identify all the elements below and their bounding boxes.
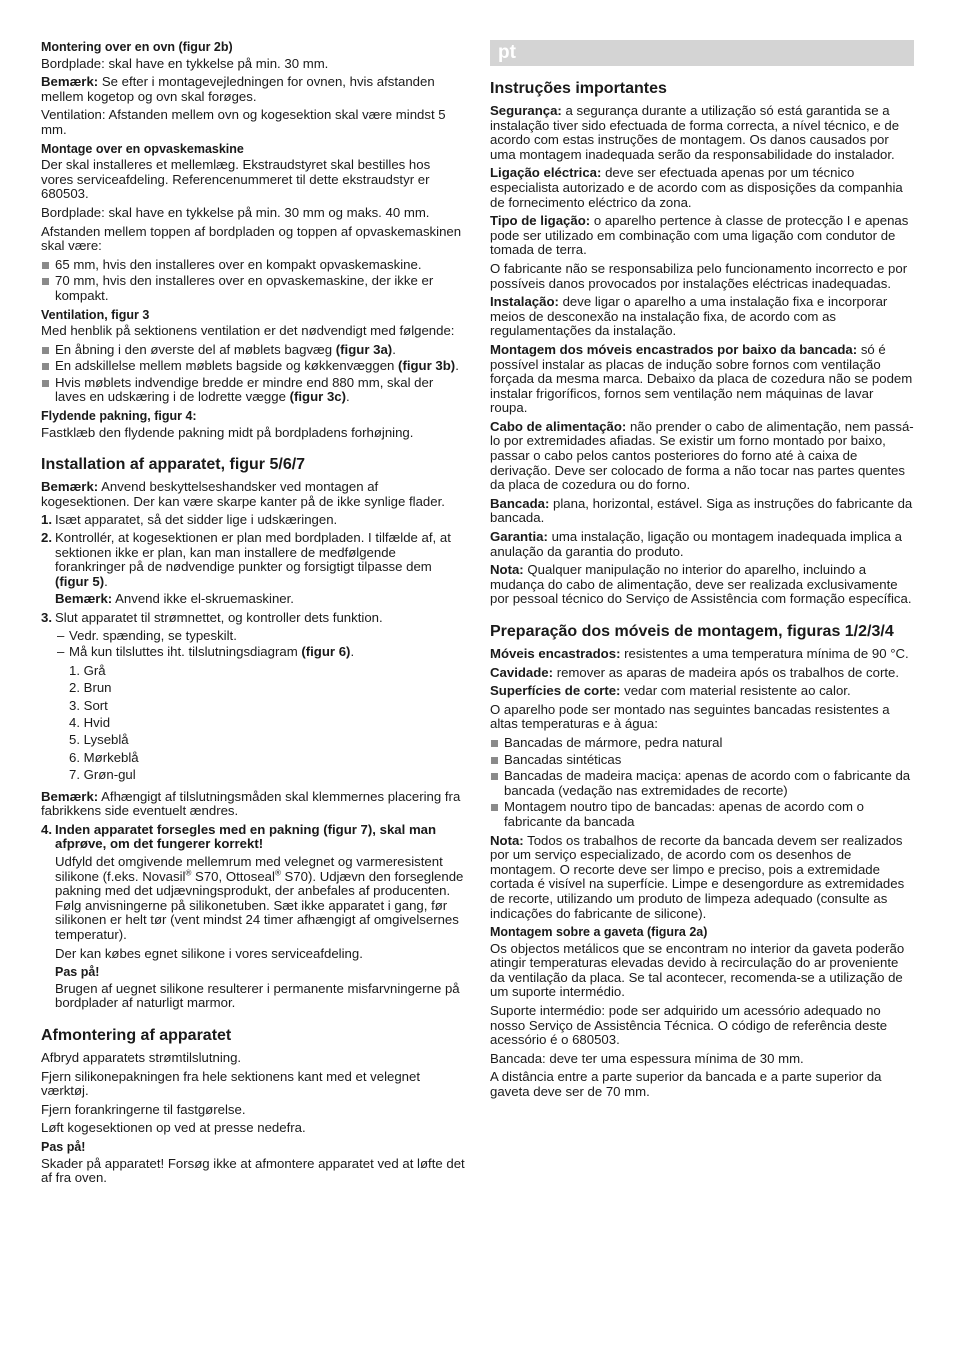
- list-item: 7. Grøn-gul: [69, 767, 136, 783]
- section-heading: Montering over en ovn (figur 2b): [41, 40, 233, 54]
- paragraph: Bancada: deve ter uma espessura mínima de 30 mm.: [490, 1050, 804, 1066]
- text: plana, horizontal, estável. Siga as instruções do fabricante da bancada.: [490, 495, 913, 526]
- text: Se efter i montagevejledningen for ovnen, hvis afstanden mellem kogetop og ovn skal forøges.: [41, 74, 435, 104]
- list-item: En adskillelse mellem møblets bagside og køkkenvæggen (figur 3b).: [41, 359, 466, 374]
- text: vedar com material resistente ao calor.: [620, 683, 851, 699]
- list-item: 6. Mørkeblå: [69, 749, 139, 765]
- bold-label: Segurança:: [490, 103, 562, 118]
- step-text: Slut apparatet til strømnettet, og kontroller dets funktion.: [55, 610, 383, 625]
- wire-color-list: [41, 662, 466, 784]
- paragraph: [41, 790, 466, 819]
- text: não prender o cabo de alimentação, nem passá-lo por extremidades afiadas. Se existir um forno montado por baixo, passar o cabo pelos cantos posteriores do forno até à caixa de derivação. Deve ser colocado de forma a não tocar nas partes quentes da placa de cozedura ou do forno.: [490, 418, 914, 493]
- bold-label: Bemærk:: [41, 479, 99, 495]
- bold-label: Ligação eléctrica:: [490, 165, 602, 181]
- paragraph: [41, 480, 466, 509]
- paragraph: Suporte intermédio: pode ser adquirido um acessório adequado no nosso Serviço de Assistência Técnica. O código de referência deste acessório é o 680503.: [490, 1003, 888, 1048]
- figure-ref: (figur 3a): [335, 341, 393, 357]
- warning-text: Skader på apparatet! Forsøg ikke at afmontere apparatet ved at løfte det af fra oven.: [41, 1155, 465, 1186]
- list-item: 5. Lyseblå: [69, 732, 129, 748]
- bold-label: Montagem dos móveis encastrados por baixo da bancada:: [490, 341, 858, 357]
- bold-label: Bemærk:: [41, 788, 99, 804]
- left-column: [41, 40, 466, 1190]
- warning-title: Pas på!: [41, 1139, 86, 1154]
- bold-label: Bemærk:: [55, 591, 113, 607]
- text: uma instalação, ligação ou montagem inadequada implica a anulação da garantia do produto.: [490, 529, 902, 559]
- step-text: Kontrollér, at kogesektionen er plan med bordpladen. I tilfælde af, at sektionen ikke er plan, kan man installere de medfølgende forankringer på de nødvendige punkter og forsigtigt tilpasse dem: [55, 530, 451, 575]
- paragraph: [490, 684, 914, 699]
- text: Hvis møblets indvendige bredde er mindre end 880 mm, skal der laves en udskæring i de lodrette vægge: [55, 374, 434, 405]
- section-heading: Montage over en opvaskemaskine: [41, 141, 244, 156]
- bold-label: Instalação:: [490, 294, 559, 310]
- list-item: 65 mm, hvis den installeres over en kompakt opvaskemaskine.: [41, 258, 466, 273]
- text: deve ligar o aparelho a uma instalação fixa e incorporar meios de desconexão na instalação fixa, de acordo com as regulamentações da instalação.: [490, 294, 888, 339]
- text: Todos os trabalhos de recorte da bancada devem ser realizados por um serviço especializado, de acordo com os desenhos de montagem. O recorte deve ser limpo e preciso, pois a extremidade cortada é visível na superfície. Limpe e desengordure as extremidades de recorte, utilizando um produto de limpeza adequado (consulte as indicações do fabricante de silicone).: [490, 832, 905, 921]
- paragraph: [490, 343, 914, 416]
- text: S70). Udjævn den forseglende pakning med det udjævningsprodukt, der anbefales af producenten. Følg anvisningerne på silikonetuben. Sæt ikke apparatet i gang, før silikonen er helt tør (vent mindst 24 timer afhængigt af omgivelsernes temperatur).: [55, 868, 464, 942]
- bold-label: Cavidade:: [490, 664, 554, 680]
- list-item: Hvis møblets indvendige bredde er mindre end 880 mm, skal der laves en udskæring i de lodrette vægge (figur 3c).: [41, 376, 466, 405]
- figure-ref: (figur 3c): [289, 389, 347, 405]
- paragraph: [490, 166, 914, 210]
- bullet-list: [41, 343, 466, 405]
- text: Udfyld det omgivende mellemrum med velegnet og varmeresistent silikone (f.eks. Novasil: [55, 854, 443, 884]
- paragraph: Afbryd apparatets strømtilslutning.: [41, 1049, 242, 1065]
- dash-item: – Vedr. spænding, se typeskilt.: [41, 629, 466, 644]
- bold-label: Móveis encastrados:: [490, 646, 621, 661]
- section-heading: Ventilation, figur 3: [41, 307, 150, 322]
- text: remover as aparas de madeira após os trabalhos de corte.: [553, 664, 900, 680]
- heading-important: Instruções importantes: [490, 80, 667, 97]
- list-item: 4. Hvid: [69, 715, 111, 730]
- bold-label: Nota:: [490, 562, 524, 578]
- text: resistentes a uma temperatura mínima de 90 °C.: [620, 646, 909, 661]
- bold-label: Bemærk:: [41, 74, 99, 90]
- text: só é possível instalar as placas de indução sobre fornos com ventilação forçada da mesma marca. Debaixo da placa de cozedura não se podem instalar frigoríficos, fornos sem ventilação nem máquinas de lavar roupa.: [490, 341, 913, 416]
- section-heading: Flydende pakning, figur 4:: [41, 409, 197, 424]
- paragraph: [490, 214, 914, 258]
- text: Afhængigt af tilslutningsmåden skal klemmernes placering fra fabrikkens side eventuelt ændres.: [41, 788, 461, 819]
- step-2: 2. Kontrollér, at kogesektionen er plan med bordpladen. I tilfælde af, at sektionen ikke er plan, kan man installere de medfølgende forankringer på de nødvendige punkter og forsigtigt tilpasse dem (figur 5).: [41, 530, 451, 589]
- text: Anvend ikke el-skruemaskiner.: [112, 591, 294, 607]
- language-bar: pt: [490, 40, 914, 66]
- paragraph: Fjern silikonepakningen fra hele sektionens kant med et velegnet værktøj.: [41, 1068, 421, 1099]
- bold-label: Cabo de alimentação:: [490, 418, 627, 434]
- paragraph: [490, 530, 914, 559]
- heading-preparation: Preparação dos móveis de montagem, figuras 1/2/3/4: [490, 623, 894, 640]
- paragraph: [490, 647, 914, 662]
- text: o aparelho pertence à classe de protecção I e apenas pode ser utilizado em combinação com uma ligação com condutor de tomada de terra.: [490, 213, 909, 258]
- list-item: En åbning i den øverste del af møblets bagvæg (figur 3a).: [41, 343, 466, 358]
- figure-ref: (figur 5): [55, 573, 105, 589]
- bullet-list: [490, 736, 914, 830]
- paragraph: A distância entre a parte superior da bancada e a parte superior da gaveta deve ser de 70 mm.: [490, 1069, 882, 1100]
- warning-text: Brugen af uegnet silikone resulterer i permanente misfarvningerne på bordplader af naturligt marmor.: [55, 980, 460, 1011]
- step-note: [41, 592, 466, 607]
- paragraph: [41, 855, 466, 943]
- paragraph: O aparelho pode ser montado nas seguintes bancadas resistentes a altas temperaturas e à água:: [490, 701, 890, 732]
- paragraph: Der kan købes egnet silikone i vores serviceafdeling.: [55, 945, 363, 961]
- paragraph: [490, 666, 914, 681]
- bold-label: Garantia:: [490, 529, 548, 545]
- right-column: [490, 40, 914, 1104]
- list-item: 1. Grå: [69, 662, 106, 678]
- warning-title: Pas på!: [55, 965, 100, 980]
- list-item: Montagem noutro tipo de bancadas: apenas de acordo com o fabricante da bancada: [490, 800, 914, 829]
- text: deve ser efectuada apenas por um técnico especialista autorizado e de acordo com as disposições da companhia de fornecimento eléctrico da zona.: [490, 165, 903, 210]
- paragraph: Med henblik på sektionens ventilation er det nødvendigt med følgende:: [41, 323, 455, 339]
- paragraph: Bordplade: skal have en tykkelse på min. 30 mm.: [41, 55, 329, 71]
- section-heading: Montagem sobre a gaveta (figura 2a): [490, 925, 708, 940]
- paragraph: [490, 834, 914, 922]
- text: S70, Ottoseal: [191, 868, 275, 884]
- paragraph: [490, 497, 914, 526]
- bold-label: Nota:: [490, 832, 524, 848]
- dash-item: – Må kun tilsluttes iht. tilslutningsdiagram (figur 6).: [41, 645, 466, 660]
- paragraph: Os objectos metálicos que se encontram no interior da gaveta poderão atingir temperaturas elevadas devido à recirculação do ar proveniente da ventilação da placa. Se tal acontecer, recomenda-se a utilização de um suporte intermédio.: [490, 940, 905, 1000]
- paragraph: Bordplade: skal have en tykkelse på min. 30 mm og maks. 40 mm.: [41, 204, 430, 220]
- step-text: Inden apparatet forsegles med en pakning (figur 7), skal man afprøve, om det fungerer korrekt!: [55, 821, 437, 852]
- bullet-list: [41, 258, 466, 304]
- step-text: Isæt apparatet, så det sidder lige i udskæringen.: [55, 512, 338, 528]
- paragraph: Der skal installeres et mellemlæg. Ekstraudstyret skal bestilles hos vores serviceafdeling. Referencenummeret til dette ekstraudstyr er 680503.: [41, 157, 431, 202]
- paragraph: Fastklæb den flydende pakning midt på bordpladens forhøjning.: [41, 424, 414, 440]
- paragraph: Løft kogesektionen op ved at presse nedefra.: [41, 1120, 306, 1136]
- list-item: Bancadas de madeira maciça: apenas de acordo com o fabricante da bancada (vedação nas extremidades de recorte): [490, 769, 914, 798]
- registered-mark: ®: [274, 868, 281, 878]
- bold-label: Tipo de ligação:: [490, 213, 591, 229]
- heading-installation: Installation af apparatet, figur 5/6/7: [41, 456, 306, 474]
- text: Må kun tilsluttes iht. tilslutningsdiagram: [69, 644, 302, 660]
- step-4: 4. Inden apparatet forsegles med en pakning (figur 7), skal man afprøve, om det fungerer korrekt!: [41, 821, 437, 852]
- paragraph: O fabricante não se responsabiliza pelo funcionamento incorrecto e por possíveis danos provocados por instalações eléctricas inadequadas.: [490, 260, 908, 291]
- figure-ref: (figur 6): [301, 644, 351, 660]
- registered-mark: ®: [185, 868, 192, 878]
- text: En adskillelse mellem møblets bagside og køkkenvæggen: [55, 358, 399, 374]
- list-item: 70 mm, hvis den installeres over en opvaskemaskine, der ikke er kompakt.: [41, 274, 466, 303]
- text: Qualquer manipulação no interior do aparelho, incluindo a mudança do cabo de alimentação, deve ser realizada exclusivamente por pessoal técnico do Serviço de Assistência com formação específica.: [490, 562, 912, 607]
- paragraph: [490, 104, 914, 162]
- list-item: Bancadas de mármore, pedra natural: [490, 736, 914, 751]
- paragraph: [490, 295, 914, 339]
- step-3: 3. Slut apparatet til strømnettet, og kontroller dets funktion.: [41, 610, 383, 625]
- text: En åbning i den øverste del af møblets bagvæg: [55, 341, 336, 357]
- figure-ref: (figur 3b): [398, 358, 456, 374]
- bold-label: Bancada:: [490, 495, 550, 511]
- paragraph: Ventilation: Afstanden mellem ovn og kogesektion skal være mindst 5 mm.: [41, 107, 446, 137]
- list-item: 3. Sort: [69, 697, 108, 713]
- text: Anvend beskyttelseshandsker ved montagen af kogesektionen. Der kan være skarpe kanter på de ikke synlige flader.: [41, 479, 445, 509]
- text: a segurança durante a utilização só está garantida se a instalação tiver sido efectuada de forma correcta, a nível técnico, e de acordo com estas instruções de montagem. Os danos causados por uma montagem inadequada serão da responsabilidade do instalador.: [490, 103, 900, 162]
- paragraph: [41, 75, 466, 104]
- paragraph: Afstanden mellem toppen af bordpladen og toppen af opvaskemaskinen skal være:: [41, 223, 462, 254]
- list-item: 2. Brun: [69, 680, 112, 696]
- bold-label: Superfícies de corte:: [490, 683, 621, 699]
- paragraph: Fjern forankringerne til fastgørelse.: [41, 1101, 246, 1117]
- paragraph: [490, 420, 914, 493]
- heading-removal: Afmontering af apparatet: [41, 1026, 232, 1044]
- list-item: Bancadas sintéticas: [490, 753, 914, 768]
- paragraph: [490, 563, 914, 607]
- step-1: 1. Isæt apparatet, så det sidder lige i udskæringen.: [41, 512, 338, 528]
